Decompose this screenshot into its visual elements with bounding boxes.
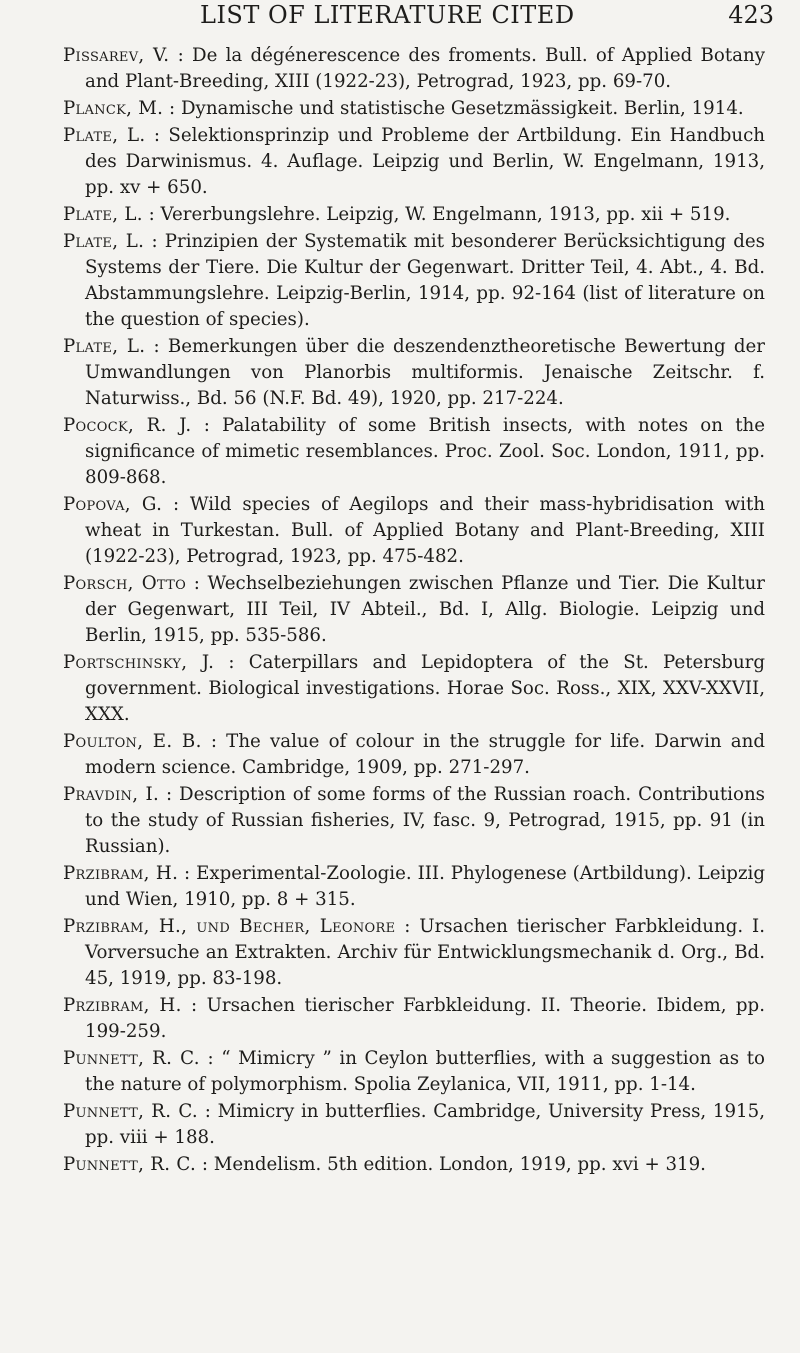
entry-author: Przibram, H. — [63, 863, 179, 884]
entry-author: Pocock, R. J. — [63, 415, 192, 436]
bibliography-entry — [63, 492, 765, 570]
bibliography-entry — [63, 413, 765, 491]
entry-citation: : Prinzipien der Systematik mit besonderer Berücksichtigung des Systems der Tiere. Die Kultur der Gegenwart. Dritter Teil, 4. Abt., 4. Bd. Abstammungslehre. Leipzig-Berlin, 1914, pp. 92-164 (list of literature on the question of species). — [85, 231, 765, 330]
entry-citation: : Dynamische und statistische Gesetzmässigkeit. Berlin, 1914. — [163, 98, 744, 119]
page-number: 423 — [728, 1, 774, 29]
entry-citation: : Mimicry in butterflies. Cambridge, University Press, 1915, pp. viii + 188. — [85, 1101, 765, 1148]
page-header — [0, 0, 800, 34]
entry-author: Przibram, H. — [63, 995, 182, 1016]
bibliography-entry — [63, 123, 765, 201]
entry-citation: : Bemerkungen über die deszendenztheoretische Bewertung der Umwandlungen von Planorbis multiformis. Jenaische Zeitschr. f. Naturwiss., Bd. 56 (N.F. Bd. 49), 1920, pp. 217-224. — [85, 336, 765, 409]
bibliography-entry — [63, 43, 765, 95]
entry-author: Porsch, Otto — [63, 573, 187, 594]
entry-author: Popova, G. — [63, 494, 163, 515]
entry-citation: : Wechselbeziehungen zwischen Pflanze und Tier. Die Kultur der Gegenwart, III Teil, IV Abteil., Bd. I, Allg. Biologie. Leipzig und Berlin, 1915, pp. 535-586. — [85, 573, 765, 646]
bibliography-entry — [63, 96, 765, 122]
bibliography-list — [63, 43, 765, 1179]
bibliography-entry — [63, 334, 765, 412]
entry-author: Portschinsky, J. — [63, 652, 215, 673]
bibliography-entry — [63, 993, 765, 1045]
entry-author: Plate, L. — [63, 204, 143, 225]
bibliography-entry — [63, 229, 765, 333]
entry-author: Pissarev, V. — [63, 45, 170, 66]
bibliography-entry — [63, 1152, 765, 1178]
bibliography-entry — [63, 729, 765, 781]
entry-author: Pravdin, I. — [63, 784, 160, 805]
entry-citation: : Vererbungslehre. Leipzig, W. Engelmann, 1913, pp. xii + 519. — [142, 204, 731, 225]
entry-citation: : Mendelism. 5th edition. London, 1919, pp. xvi + 319. — [196, 1154, 706, 1175]
entry-citation: : “ Mimicry ” in Ceylon butterflies, with a suggestion as to the nature of polymorphism. Spolia Zeylanica, VII, 1911, pp. 1-14. — [85, 1048, 765, 1095]
entry-citation: : The value of colour in the struggle for life. Darwin and modern science. Cambridge, 1909, pp. 271-297. — [85, 731, 765, 778]
entry-author: Plate, L. — [63, 231, 145, 252]
entry-author: Przibram, H., und Becher, Leonore — [63, 916, 396, 937]
entry-author: Punnett, R. C. — [63, 1101, 198, 1122]
bibliography-entry — [63, 914, 765, 992]
entry-author: Planck, M. — [63, 98, 164, 119]
entry-citation: : Ursachen tierischer Farbkleidung. II. Theorie. Ibidem, pp. 199-259. — [85, 995, 765, 1042]
entry-citation: : Palatability of some British insects, with notes on the significance of mimetic resemblances. Proc. Zool. Soc. London, 1911, pp. 809-868. — [85, 415, 765, 488]
entry-citation: : Experimental-Zoologie. III. Phylogenese (Artbildung). Leipzig und Wien, 1910, pp. 8 + 315. — [85, 863, 765, 910]
entry-citation: : Caterpillars and Lepidoptera of the St. Petersburg government. Biological investigations. Horae Soc. Ross., XIX, XXV-XXVII, XXX. — [85, 652, 765, 725]
bibliography-entry — [63, 571, 765, 649]
entry-citation: : De la dégénerescence des froments. Bull. of Applied Botany and Plant-Breeding, XIII (1922-23), Petrograd, 1923, pp. 69-70. — [85, 45, 765, 92]
bibliography-entry — [63, 650, 765, 728]
bibliography-entry — [63, 1046, 765, 1098]
entry-author: Plate, L. — [63, 125, 146, 146]
bibliography-entry — [63, 782, 765, 860]
entry-citation: : Selektionsprinzip und Probleme der Artbildung. Ein Handbuch des Darwinismus. 4. Auflage. Leipzig und Berlin, W. Engelmann, 1913, pp. xv + 650. — [85, 125, 765, 198]
entry-author: Punnett, R. C. — [63, 1048, 200, 1069]
bibliography-entry — [63, 202, 765, 228]
entry-citation: : Ursachen tierischer Farbkleidung. I. Vorversuche an Extrakten. Archiv für Entwicklungsmechanik d. Org., Bd. 45, 1919, pp. 83-198. — [85, 916, 766, 989]
entry-citation: : Wild species of Aegilops and their mass-hybridisation with wheat in Turkestan. Bull. of Applied Botany and Plant-Breeding, XIII (1922-23), Petrograd, 1923, pp. 475-482. — [85, 494, 765, 567]
bibliography-entry — [63, 1099, 765, 1151]
bibliography-entry — [63, 861, 765, 913]
entry-citation: : Description of some forms of the Russian roach. Contributions to the study of Russian fisheries, IV, fasc. 9, Petrograd, 1915, pp. 91 (in Russian). — [85, 784, 765, 857]
entry-author: Poulton, E. B. — [63, 731, 202, 752]
entry-author: Plate, L. — [63, 336, 146, 357]
running-head: LIST OF LITERATURE CITED — [200, 1, 575, 29]
entry-author: Punnett, R. C. — [63, 1154, 197, 1175]
